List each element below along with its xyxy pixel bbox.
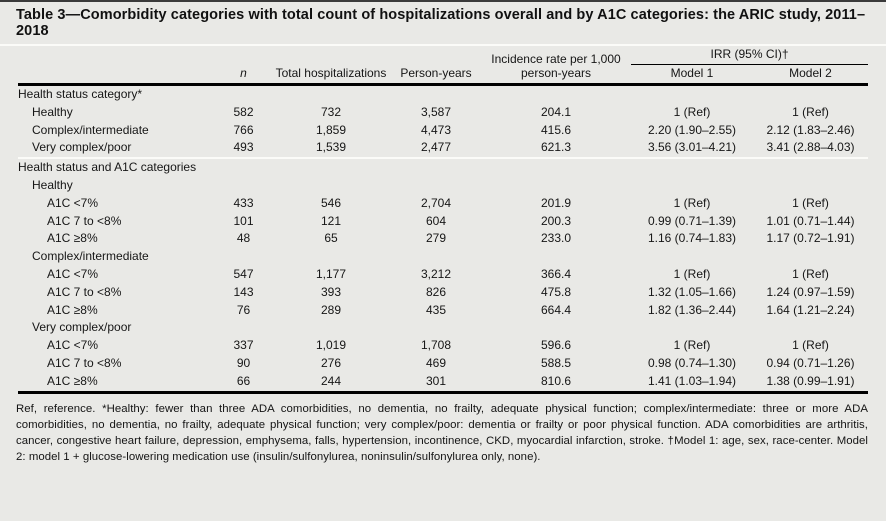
col-header-incidence-rate: Incidence rate per 1,000 person-years [491, 52, 621, 80]
cell-value: 435 [425, 302, 447, 317]
cell-value: 65 [324, 231, 338, 246]
cell-value [753, 248, 868, 266]
cell-value: 1 (Ref) [673, 195, 711, 210]
row-label: Very complex/poor [32, 140, 132, 155]
cell-value: 469 [425, 355, 447, 370]
cell-value: 2,477 [420, 140, 452, 155]
table-row [18, 302, 868, 320]
cell-value [631, 85, 753, 104]
cell-value: 3,587 [420, 104, 452, 119]
row-label: A1C 7 to <8% [47, 213, 122, 228]
cell-value [391, 85, 481, 104]
cell-value: 121 [320, 213, 342, 228]
cell-value [391, 248, 481, 266]
cell-value: 1 (Ref) [792, 266, 829, 281]
cell-value [216, 177, 271, 195]
cell-value: 621.3 [540, 140, 572, 155]
cell-value: 732 [320, 104, 342, 119]
cell-value: 0.99 (0.71–1.39) [647, 213, 737, 228]
table-row [18, 355, 868, 373]
cell-value: 289 [320, 302, 342, 317]
row-label: A1C ≥8% [47, 302, 98, 317]
cell-value: 1.82 (1.36–2.44) [647, 302, 737, 317]
cell-value: 200.3 [540, 213, 572, 228]
table-body [18, 85, 868, 393]
cell-value [631, 248, 753, 266]
cell-value: 393 [320, 284, 342, 299]
cell-value: 1.32 (1.05–1.66) [647, 284, 737, 299]
cell-value [271, 85, 391, 104]
cell-value: 204.1 [540, 104, 572, 119]
cell-value [481, 177, 631, 195]
table-row [18, 337, 868, 355]
cell-value: 3.41 (2.88–4.03) [766, 140, 855, 155]
cell-value [631, 158, 753, 177]
row-label: A1C ≥8% [47, 373, 98, 388]
cell-value [753, 177, 868, 195]
cell-value: 143 [233, 284, 254, 299]
table-row [18, 266, 868, 284]
cell-value: 366.4 [540, 266, 572, 281]
cell-value: 3,212 [420, 266, 452, 281]
cell-value: 101 [233, 213, 254, 228]
cell-value [631, 177, 753, 195]
row-label: A1C <7% [47, 338, 99, 353]
table-row [18, 195, 868, 213]
cell-value [481, 248, 631, 266]
row-label: Health status and A1C categories [18, 160, 197, 175]
cell-value [753, 158, 868, 177]
cell-value: 1,177 [315, 266, 347, 281]
cell-value [481, 85, 631, 104]
cell-value: 1 (Ref) [673, 338, 711, 353]
table-row [18, 373, 868, 392]
cell-value: 3.56 (3.01–4.21) [647, 140, 737, 155]
cell-value: 493 [233, 140, 254, 155]
cell-value: 2,704 [420, 195, 452, 210]
cell-value: 1 (Ref) [673, 104, 711, 119]
col-header-n: n [240, 65, 247, 80]
cell-value: 244 [320, 373, 342, 388]
table-wrapper [0, 46, 886, 394]
col-header-person-years: Person-years [400, 65, 472, 80]
cell-value: 604 [425, 213, 447, 228]
cell-value: 664.4 [540, 302, 572, 317]
cell-value: 0.98 (0.74–1.30) [647, 355, 737, 370]
row-label: Healthy [32, 104, 73, 119]
cell-value [271, 177, 391, 195]
table-row [18, 213, 868, 231]
cell-value: 233.0 [540, 231, 572, 246]
cell-value: 1.64 (1.21–2.24) [766, 302, 855, 317]
cell-value: 596.6 [540, 338, 572, 353]
cell-value: 433 [233, 195, 254, 210]
cell-value: 1,708 [420, 338, 452, 353]
row-label: Complex/intermediate [32, 122, 149, 137]
cell-value [271, 158, 391, 177]
cell-value: 415.6 [540, 122, 572, 137]
cell-value: 582 [233, 104, 254, 119]
cell-value [216, 158, 271, 177]
table-footnote: Ref, reference. *Healthy: fewer than three ADA comorbidities, no dementia, no frailty, adequate physical function; complex/intermediate: three or more ADA comorbidities, no dementia, no frailty, adequate physical function; very complex/poor: dementia or frailty or poor physical function. ADA comorbidities are arthritis, cancer, congestive heart failure, depression, emphysema, falls, hypertension, incontinence, CKD, myocardial infarction, stroke. †Model 1: age, sex, race-center. Model 2: model 1 + glucose-lowering medication use (insulin/sulfonylurea, noninsulin/sulfonylurea only, none). [16, 402, 868, 463]
row-label: Healthy [32, 177, 73, 192]
row-label: A1C <7% [47, 195, 99, 210]
cell-value [216, 248, 271, 266]
cell-value: 1,539 [315, 140, 347, 155]
cell-value: 766 [233, 122, 254, 137]
table-row [18, 284, 868, 302]
cell-value: 48 [236, 231, 251, 246]
table-header [18, 46, 868, 85]
cell-value: 1 (Ref) [792, 338, 829, 353]
col-header-irr-group: IRR (95% CI)† [631, 46, 868, 64]
row-label: Complex/intermediate [32, 249, 149, 264]
cell-value: 2.12 (1.83–2.46) [766, 122, 855, 137]
cell-value: 0.94 (0.71–1.26) [766, 355, 855, 370]
cell-value [391, 319, 481, 337]
cell-value: 1.38 (0.99–1.91) [766, 373, 855, 388]
cell-value [753, 85, 868, 104]
cell-value: 546 [320, 195, 342, 210]
cell-value [216, 319, 271, 337]
col-header-label [18, 46, 216, 85]
cell-value: 475.8 [540, 284, 572, 299]
table-row [18, 248, 868, 266]
table-row [18, 177, 868, 195]
cell-value: 1.24 (0.97–1.59) [766, 284, 855, 299]
row-label: Health status category* [18, 87, 143, 101]
table-row [18, 104, 868, 122]
data-table [18, 46, 868, 394]
cell-value [216, 85, 271, 104]
col-header-total-hospitalizations: Total hospitalizations [275, 65, 387, 80]
cell-value [271, 248, 391, 266]
cell-value: 1.16 (0.74–1.83) [647, 231, 737, 246]
table-row [18, 230, 868, 248]
row-label: A1C 7 to <8% [47, 284, 122, 299]
cell-value [481, 319, 631, 337]
cell-value [631, 319, 753, 337]
col-header-model1: Model 1 [670, 65, 714, 80]
cell-value: 810.6 [540, 373, 572, 388]
cell-value: 1,019 [315, 338, 347, 353]
cell-value: 66 [236, 373, 251, 388]
cell-value [481, 158, 631, 177]
cell-value: 337 [233, 338, 254, 353]
table-row [18, 85, 868, 104]
row-label: Very complex/poor [32, 320, 132, 335]
cell-value: 1 (Ref) [792, 104, 829, 119]
cell-value [753, 319, 868, 337]
table-row [18, 122, 868, 140]
cell-value [271, 319, 391, 337]
row-label: A1C <7% [47, 266, 99, 281]
cell-value: 547 [233, 266, 254, 281]
cell-value: 826 [425, 284, 447, 299]
cell-value: 90 [236, 355, 251, 370]
cell-value: 301 [425, 373, 447, 388]
col-header-model2: Model 2 [789, 65, 832, 80]
cell-value: 276 [320, 355, 342, 370]
cell-value: 201.9 [540, 195, 572, 210]
row-label: A1C 7 to <8% [47, 355, 122, 370]
cell-value: 1 (Ref) [792, 195, 829, 210]
cell-value: 1 (Ref) [673, 266, 711, 281]
cell-value [391, 177, 481, 195]
cell-value: 1.01 (0.71–1.44) [766, 213, 855, 228]
cell-value [391, 158, 481, 177]
cell-value: 1.17 (0.72–1.91) [766, 231, 855, 246]
table-title: Table 3—Comorbidity categories with total count of hospitalizations overall and by A1C categories: the ARIC study, 2011–2018 [16, 7, 866, 39]
cell-value: 1.41 (1.03–1.94) [647, 373, 737, 388]
cell-value: 2.20 (1.90–2.55) [647, 122, 737, 137]
row-label: A1C ≥8% [47, 231, 98, 246]
table-row [18, 158, 868, 177]
table-row [18, 319, 868, 337]
cell-value: 588.5 [540, 355, 572, 370]
cell-value: 1,859 [315, 122, 347, 137]
cell-value: 4,473 [420, 122, 452, 137]
cell-value: 76 [236, 302, 251, 317]
cell-value: 279 [425, 231, 447, 246]
table-row [18, 139, 868, 158]
